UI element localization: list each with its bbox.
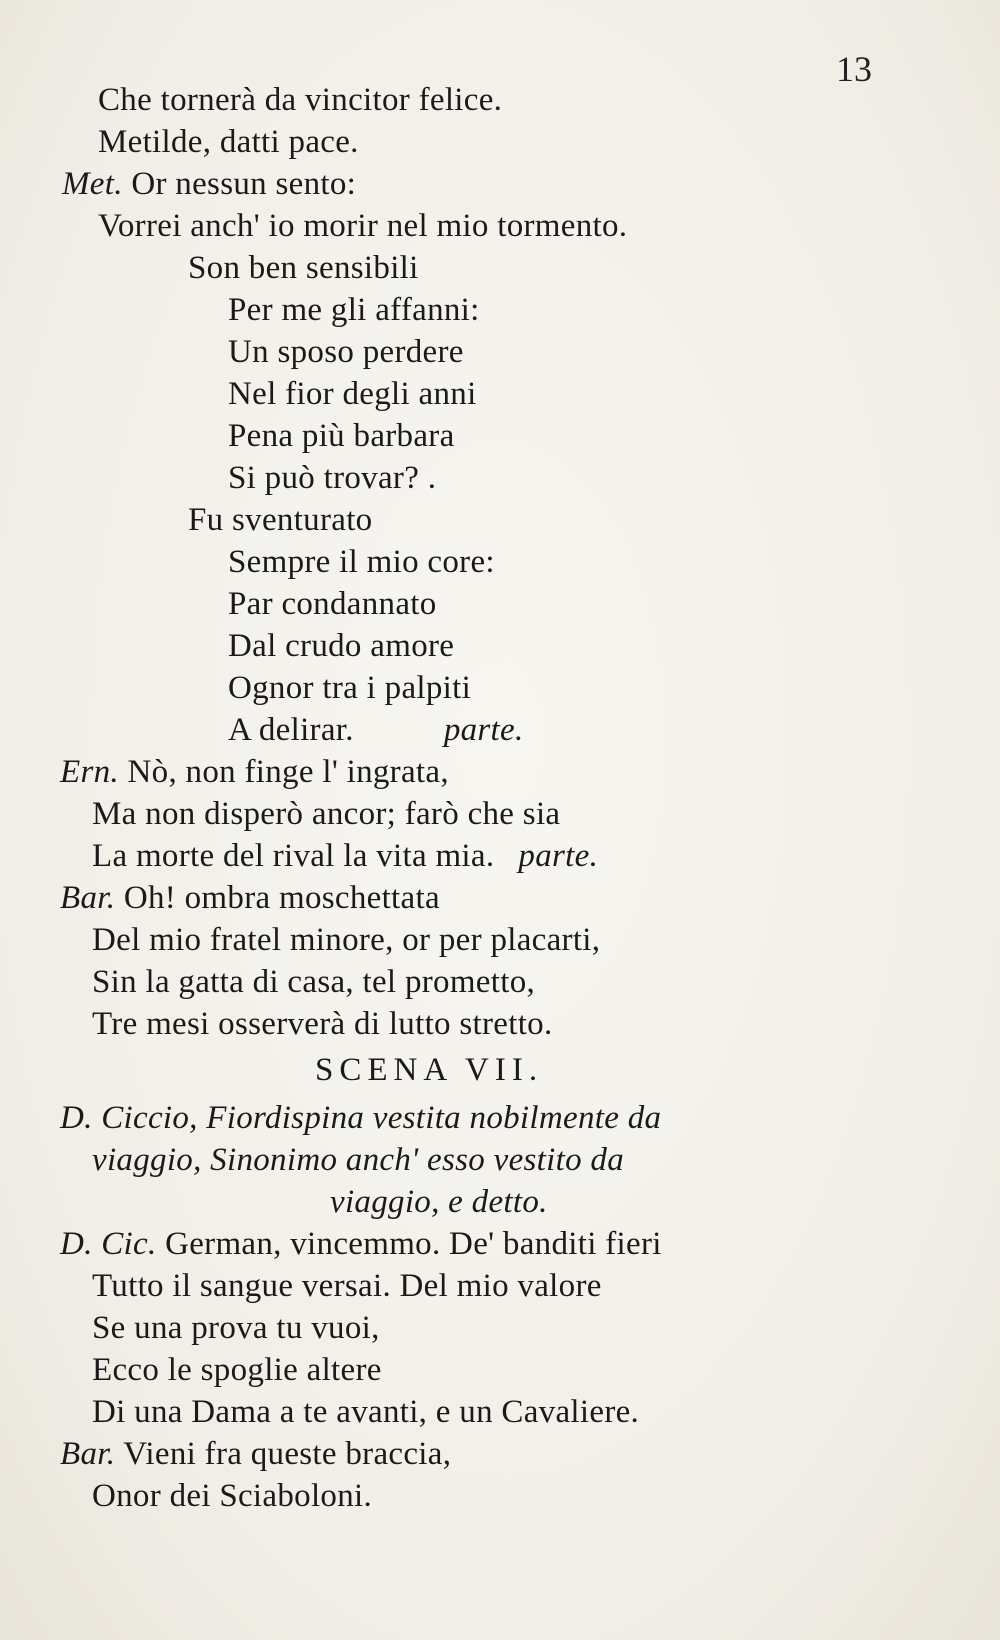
verse-line: Del mio fratel minore, or per placarti, bbox=[92, 922, 601, 958]
bleed-through-text bbox=[520, 80, 960, 206]
stage-direction: parte. bbox=[443, 712, 524, 748]
verse-line: Metilde, datti pace. bbox=[98, 124, 359, 160]
verse-line: Un sposo perdere bbox=[228, 334, 464, 370]
cast-direction: viaggio, e detto. bbox=[330, 1184, 548, 1220]
verse-line: Tutto il sangue versai. Del mio valore bbox=[92, 1268, 602, 1304]
verse-line: Fu sventurato bbox=[188, 502, 373, 538]
verse-line: Pena più barbara bbox=[228, 418, 455, 454]
verse-line: Che tornerà da vincitor felice. bbox=[98, 82, 503, 118]
speaker-label: Met. bbox=[62, 166, 123, 202]
verse-line: Dal crudo amore bbox=[228, 628, 455, 664]
verse-line: Son ben sensibili bbox=[188, 250, 419, 286]
verse-line: Sempre il mio core: bbox=[228, 544, 495, 580]
scene-heading: SCENA VII. bbox=[315, 1052, 544, 1088]
speaker-label: Bar. bbox=[60, 1436, 116, 1472]
page-number: 13 bbox=[836, 49, 872, 89]
verse-line: Bar. Oh! ombra moschettata bbox=[60, 880, 440, 916]
stage-direction: parte. bbox=[518, 838, 599, 874]
cast-direction: viaggio, Sinonimo anch' esso vestito da bbox=[92, 1142, 625, 1178]
verse-line: Per me gli affanni: bbox=[228, 292, 480, 328]
verse-line: Nel fior degli anni bbox=[228, 376, 477, 412]
verse-line: Bar. Vieni fra queste braccia, bbox=[60, 1436, 452, 1472]
verse-line: Sin la gatta di casa, tel prometto, bbox=[92, 964, 536, 1000]
verse-line: Si può trovar? . bbox=[228, 460, 437, 496]
verse-line: Onor dei Sciaboloni. bbox=[92, 1478, 373, 1514]
verse-line: Ognor tra i palpiti bbox=[228, 670, 472, 706]
verse-line: Ma non disperò ancor; farò che sia bbox=[92, 796, 561, 832]
verse-line: Di una Dama a te avanti, e un Cavaliere. bbox=[92, 1394, 640, 1430]
verse-line: Ecco le spoglie altere bbox=[92, 1352, 382, 1388]
verse-line: Tre mesi osserverà di lutto stretto. bbox=[92, 1006, 553, 1042]
verse-line: Ern. Nò, non finge l' ingrata, bbox=[60, 754, 449, 790]
verse-line: Vorrei anch' io morir nel mio tormento. bbox=[98, 208, 628, 244]
speaker-label: Ern. bbox=[60, 754, 119, 790]
cast-direction: D. Ciccio, Fiordispina vestita nobilmente da bbox=[60, 1100, 662, 1136]
speaker-label: Bar. bbox=[60, 880, 116, 916]
verse-line: La morte del rival la vita mia. parte. bbox=[92, 838, 599, 874]
verse-line: Par condannato bbox=[228, 586, 437, 622]
verse-line: D. Cic. German, vincemmo. De' banditi fieri bbox=[60, 1226, 662, 1262]
verse-line: Met. Or nessun sento: bbox=[62, 166, 357, 202]
verse-line: Se una prova tu vuoi, bbox=[92, 1310, 380, 1346]
speaker-label: D. Cic. bbox=[60, 1226, 157, 1262]
verse-line: A delirar. parte. bbox=[228, 712, 524, 748]
